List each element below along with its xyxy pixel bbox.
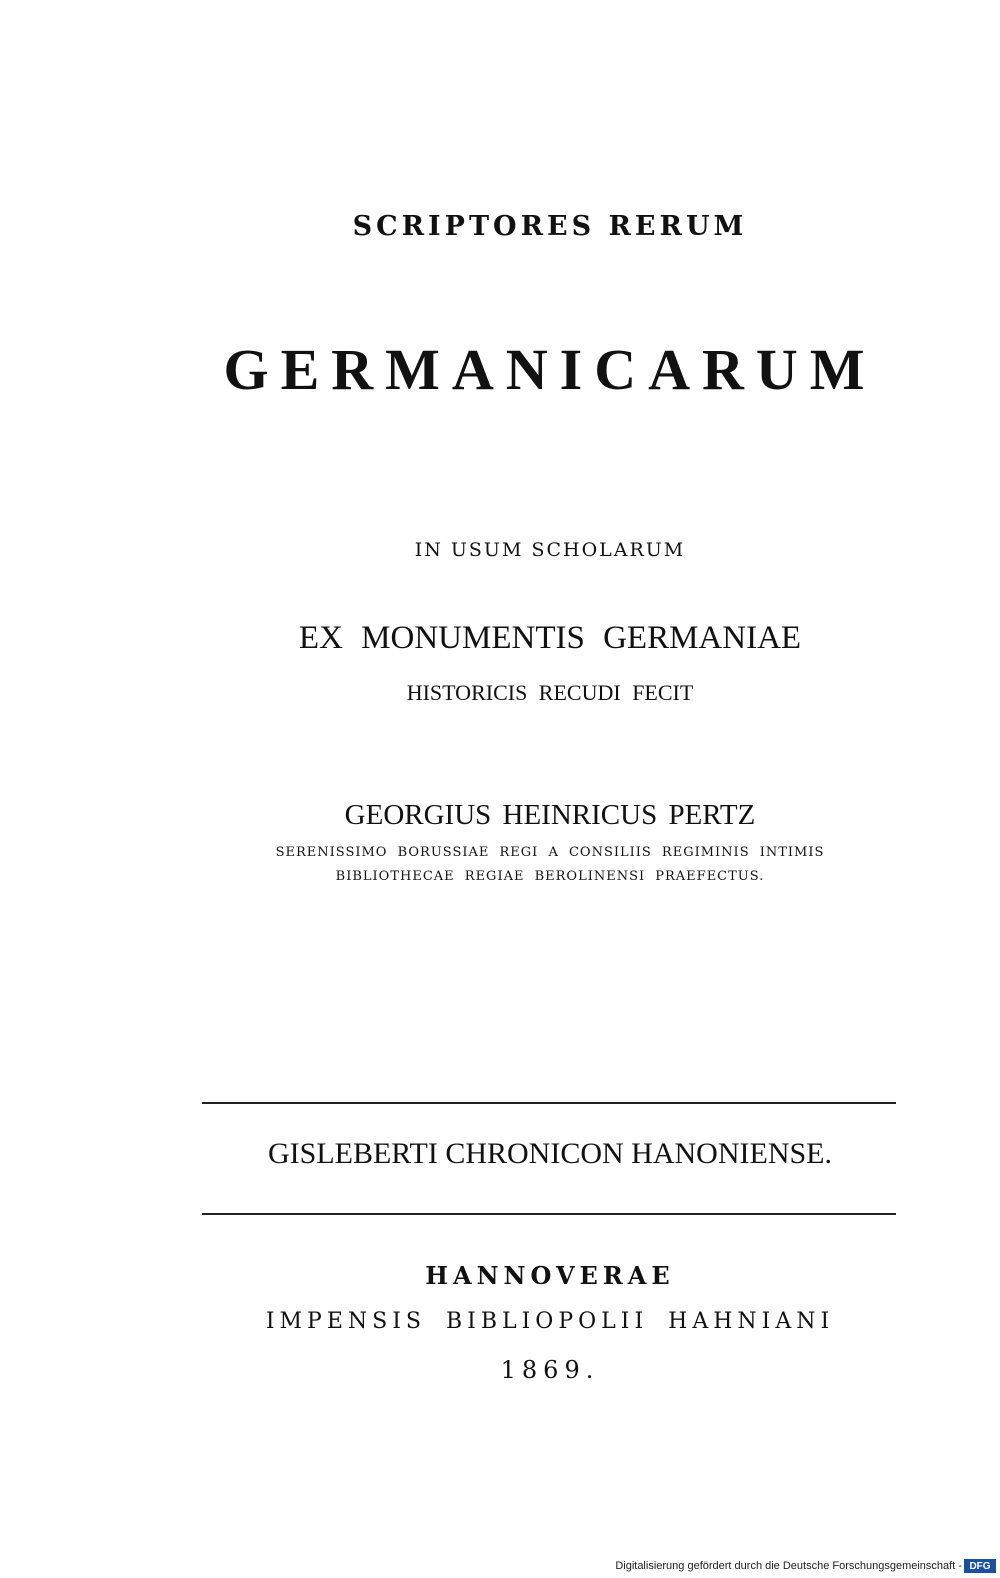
footer-text: Digitalisierung gefördert durch die Deutsche Forschungsgemeinschaft - <box>615 1560 962 1572</box>
footer <box>615 1558 996 1574</box>
imprint-publisher: IMPENSIS BIBLIOPOLII HAHNIANI <box>265 1309 835 1334</box>
source-line-2: HISTORICIS RECUDI FECIT <box>406 680 694 705</box>
top-rule <box>202 1102 896 1104</box>
imprint-year: 1869. <box>500 1356 600 1384</box>
editor-title-line-2: BIBLIOTHECAE REGIAE BEROLINENSI PRAEFECTUS. <box>335 869 765 884</box>
bottom-rule <box>202 1213 896 1215</box>
work-title: GISLEBERTI CHRONICON HANONIENSE. <box>267 1137 832 1170</box>
editor-name: GEORGIUS HEINRICUS PERTZ <box>344 799 756 831</box>
source-line-1: EX MONUMENTIS GERMANIAE <box>298 620 802 656</box>
series-line-2: GERMANICARUM <box>223 337 877 402</box>
usage-line: IN USUM SCHOLARUM <box>414 539 686 561</box>
editor-title-line-1: SERENISSIMO BORUSSIAE REGI A CONSILIIS REGIMINIS INTIMIS <box>275 845 825 860</box>
imprint-place: HANNOVERAE <box>425 1261 675 1290</box>
dfg-logo: DFG <box>964 1559 996 1573</box>
series-line-1: SCRIPTORES RERUM <box>352 211 748 242</box>
